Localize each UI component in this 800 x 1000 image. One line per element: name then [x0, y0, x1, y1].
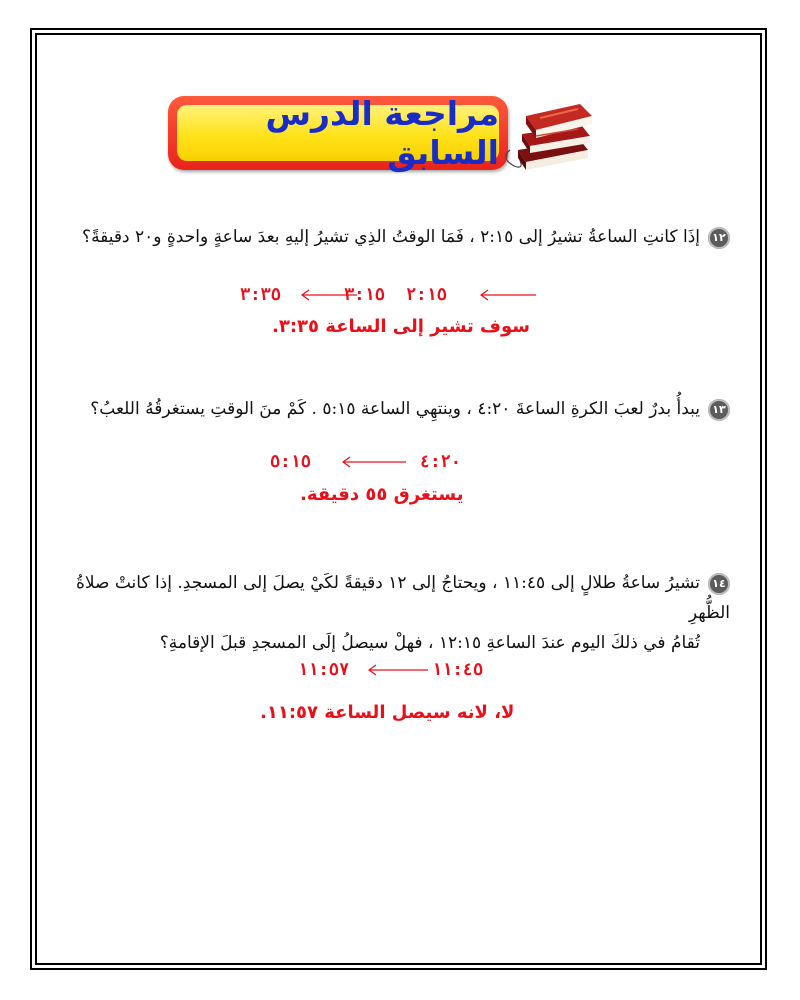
- lesson-review-banner: [168, 96, 508, 170]
- question-number-badge: ١٣: [708, 399, 730, 421]
- question-number-badge: ١٢: [708, 227, 730, 249]
- books-icon: [500, 88, 596, 178]
- question-text: يبدأُ بدرٌ لعبَ الكرةِ الساعةَ ٤:٢٠ ، وينتهِي الساعة ٥:١٥ . كَمْ منَ الوقتِ يستغرقُهُ اللعبُ؟: [90, 399, 700, 419]
- question-12: [50, 222, 730, 252]
- left-arrow-icon: [299, 289, 357, 301]
- work-value: ٤:٢٠: [420, 452, 461, 472]
- answer-text: سوف تشير إلى الساعة ٣:٣٥.: [272, 316, 530, 337]
- question-text-line1: تشيرُ ساعةُ طلالٍ إلى ١١:٤٥ ، ويحتاجُ إلى ١٢ دقيقةً لكَيْ يصلَ إلى المسجدِ. إذا كانتْ صلاةُ الظُّهرِ: [75, 573, 730, 623]
- work-value: ٣:١٥: [344, 285, 385, 305]
- work-value: ٥:١٥: [270, 452, 311, 472]
- left-arrow-icon: [478, 289, 536, 301]
- question-14: [50, 568, 730, 658]
- answer-text: يستغرق ٥٥ دقيقة.: [300, 484, 464, 505]
- question-text: إذَا كانتِ الساعةُ تشيرُ إلى ٢:١٥ ، فَمَا الوقتُ الذِي تشيرُ إليهِ بعدَ ساعةٍ واحدةٍ و٢٠ دقيقةً؟: [82, 227, 700, 247]
- work-value: ١١:٥٧: [298, 660, 350, 680]
- banner-fill: [177, 94, 499, 172]
- work-value: ٣:٣٥: [240, 285, 281, 305]
- left-arrow-icon: [366, 664, 428, 676]
- answer-text: لا، لانه سيصل الساعة ١١:٥٧.: [260, 702, 515, 723]
- question-number-badge: ١٤: [708, 573, 730, 595]
- left-arrow-icon: [340, 456, 406, 468]
- question-text-line2: تُقامُ في ذلكَ اليوم عندَ الساعةِ ١٢:١٥ ، فهلْ سيصلُ إلَى المسجدِ قبلَ الإقامةِ؟: [159, 633, 700, 653]
- work-value: ٢:١٥: [406, 285, 447, 305]
- banner-title: مراجعة الدرس السابق: [265, 94, 499, 172]
- work-value: ١١:٤٥: [432, 660, 484, 680]
- question-13: [50, 394, 730, 424]
